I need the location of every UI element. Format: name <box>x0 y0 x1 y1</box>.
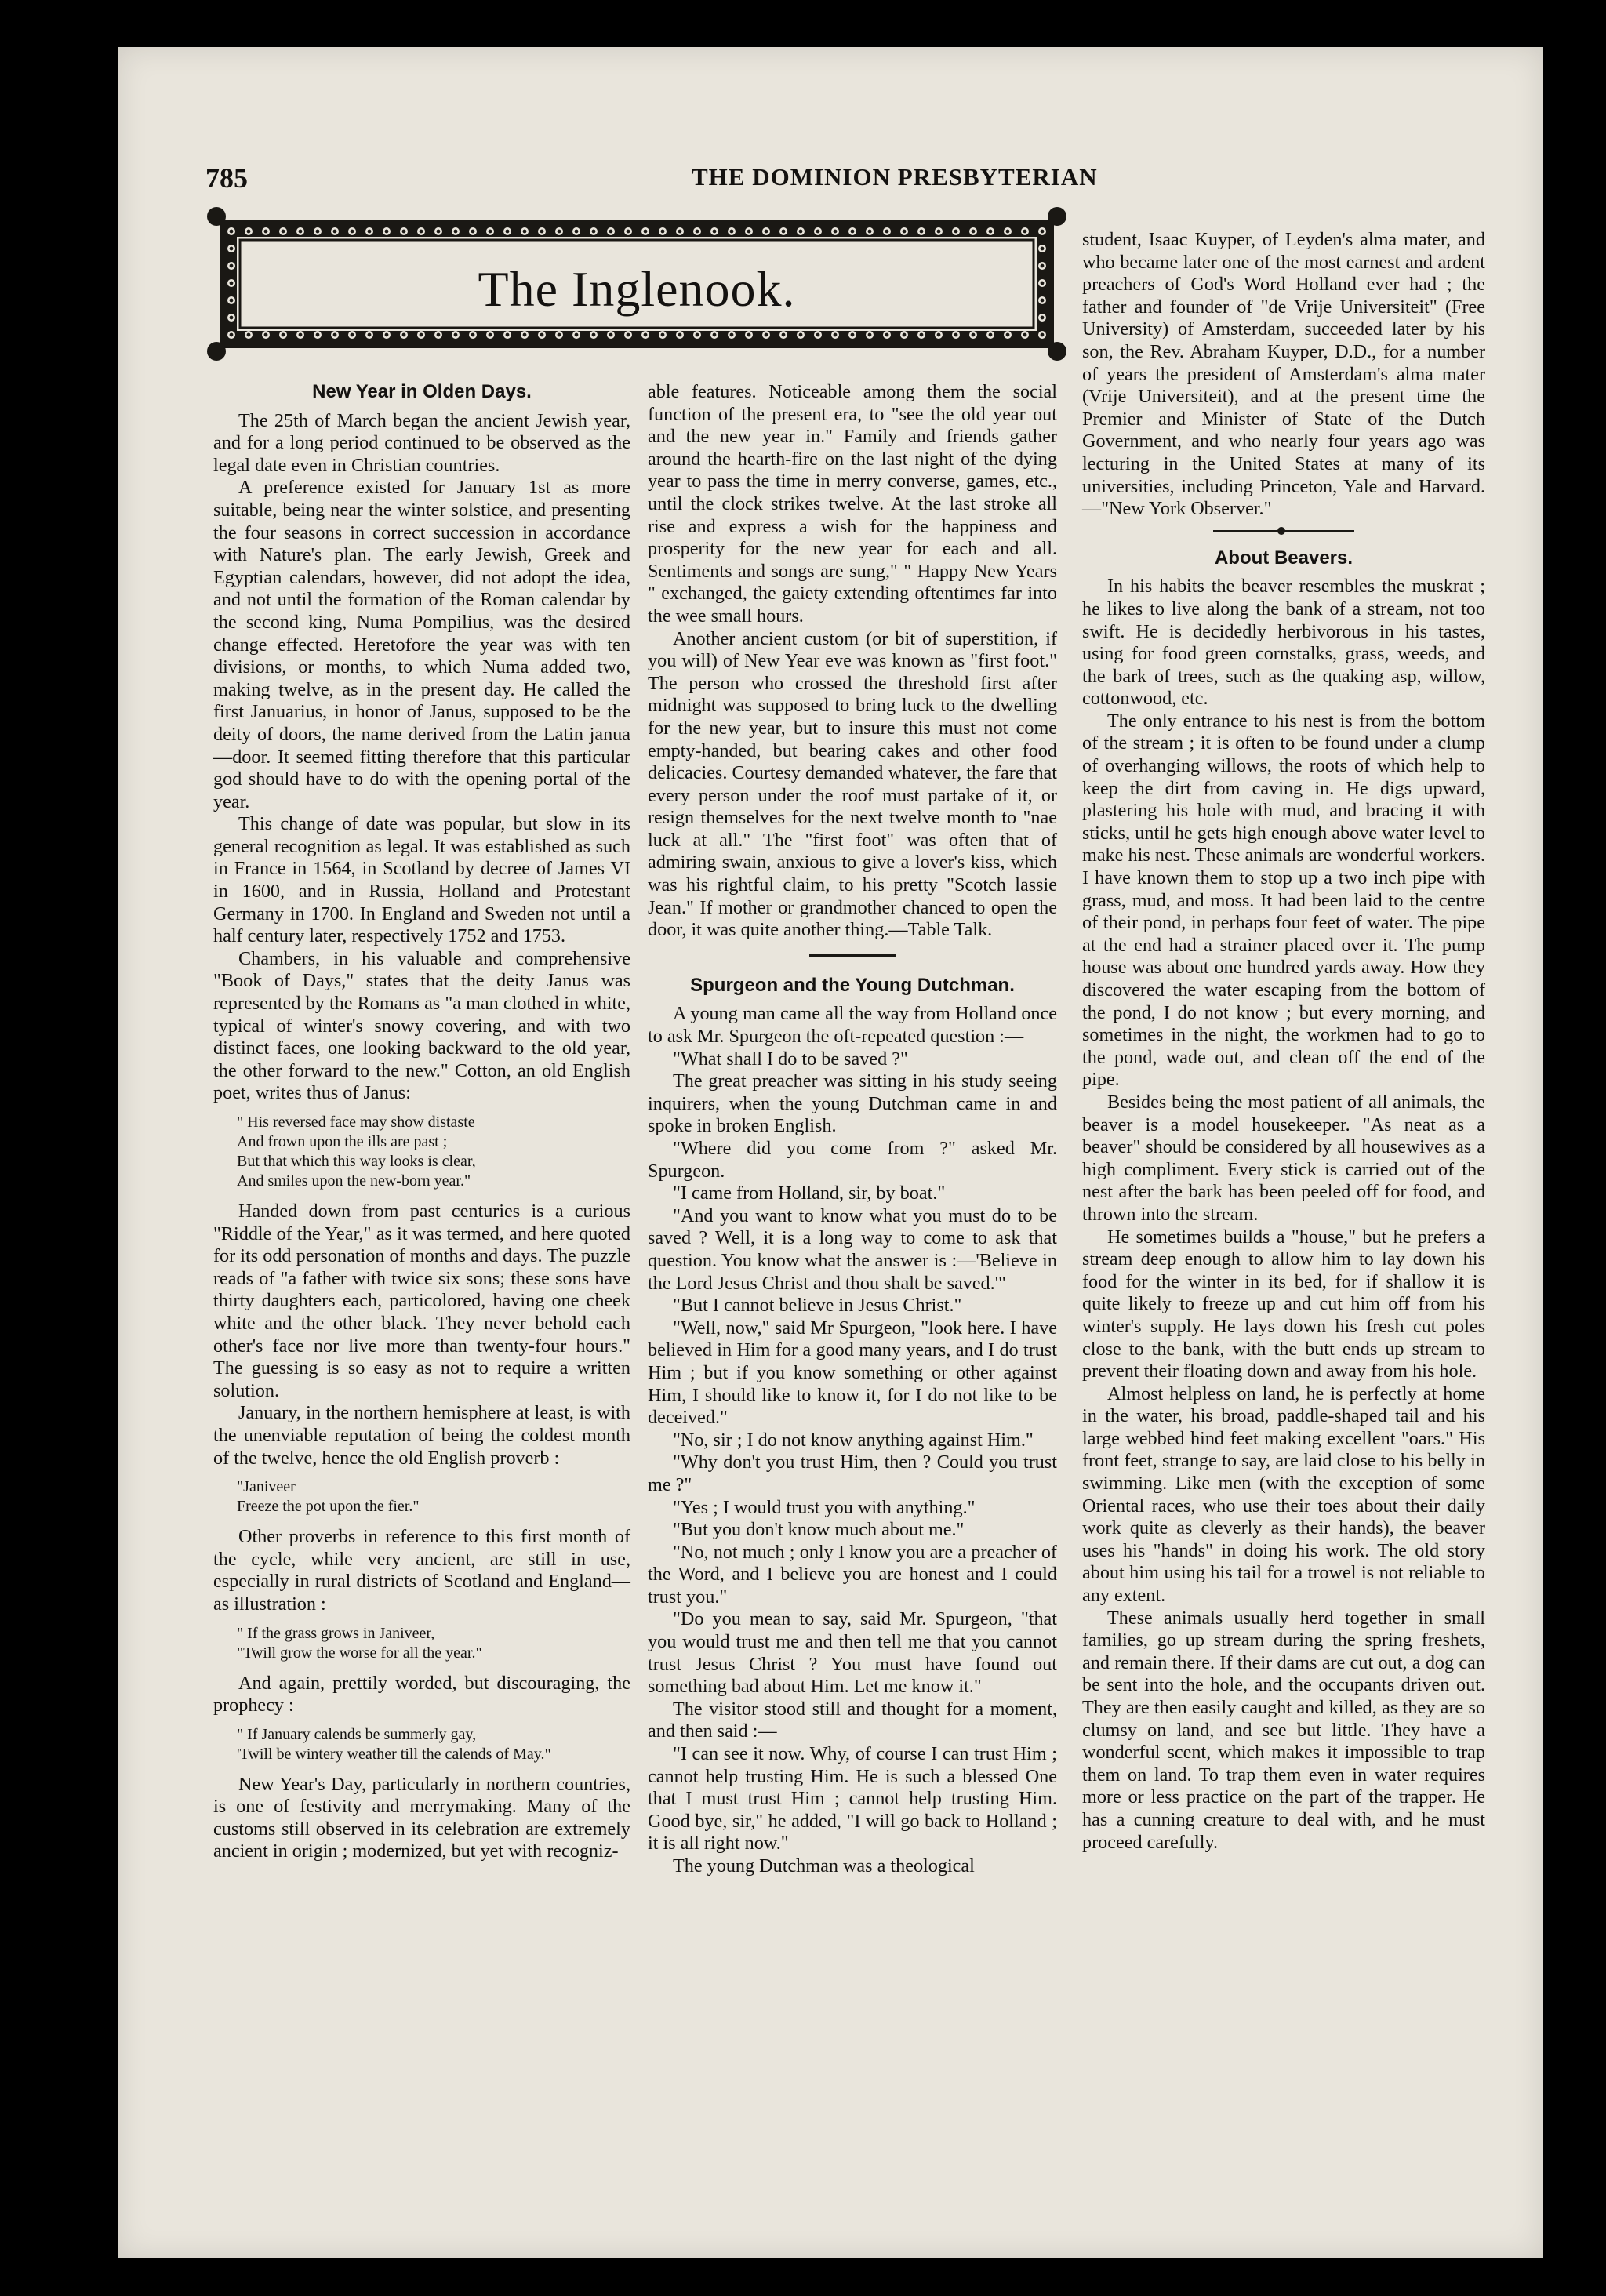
section-banner <box>205 205 1068 362</box>
verse-line: " His reversed face may show distaste <box>237 1113 475 1131</box>
paragraph: "Well, now," said Mr Spurgeon, "look here. I have believed in Him for a good many years, and I do trust Him ; but if you know something or other against Him, I should like to know it, for I do not like to be deceived." <box>648 1317 1057 1429</box>
paragraph: Besides being the most patient of all animals, the beaver is a model housekeeper. "As neat as a beaver" should be considered by all housewives as a high compliment. Every stick is carried out of the nest after the bark has been peeled off for food, and thrown into the stream. <box>1082 1091 1485 1225</box>
paragraph: "Where did you come from ?" asked Mr. Spurgeon. <box>648 1138 1057 1182</box>
verse-line: And frown upon the ills are past ; <box>237 1133 448 1150</box>
article-heading: New Year in Olden Days. <box>312 381 532 402</box>
paragraph: Handed down from past centuries is a curious "Riddle of the Year," as it was termed, and here quoted for its odd personation of months and days. The puzzle reads of "a father with twice six sons; these sons have thirty daughters each, particolored, having one cheek white and the other black. They never behold each other's face nor live more than twenty-four hours." The guessing is so easy as not to require a written solution. <box>213 1201 630 1401</box>
verse-line: Freeze the pot upon the fier." <box>237 1498 420 1516</box>
page-header <box>205 162 1390 201</box>
paragraph: "I came from Holland, sir, by boat." <box>673 1183 946 1204</box>
verse-line: "Twill grow the worse for all the year." <box>237 1644 482 1662</box>
paragraph: student, Isaac Kuyper, of Leyden's alma mater, and who became later one of the most earnest and ardent preachers of God's Word Holland ever had ; the father and founder of "de Vrije Universiteit" (Free University) of Amsterdam, succeeded later by his son, the Rev. Abraham Kuyper, D.D., for a number of years the president of Amsterdam's alma mater (Vrije Universiteit), and at the present time the Premier and Minister of State of the Dutch Government, and who nearly four years ago was lecturing in the United States at many of its universities, including Princeton, Yale and Harvard.—"New York Observer." <box>1082 229 1485 520</box>
paragraph: And again, prettily worded, but discouraging, the prophecy : <box>213 1672 630 1717</box>
paragraph: This change of date was popular, but slow in its general recognition as legal. It was established as such in France in 1564, in Scotland by decree of James VI in 1600, and in Russia, Holland and Protestant Germany in 1700. In England and Sweden not until a half century later, respectively 1752 and 1753. <box>213 813 630 947</box>
proverb-quote <box>237 1725 630 1764</box>
divider <box>1213 530 1354 532</box>
paragraph: "Yes ; I would trust you with anything." <box>673 1496 976 1518</box>
paragraph: "What shall I do to be saved ?" <box>673 1048 908 1070</box>
paragraph: In his habits the beaver resembles the muskrat ; he likes to live along the bank of a stream, not too swift. He is decidedly herbivorous in his tastes, using for food green cornstalks, grass, weeds, and the bark of trees, such as the quaking asp, willow, cottonwood, etc. <box>1082 576 1485 710</box>
paragraph: Other proverbs in reference to this first month of the cycle, while very ancient, are still in use, especially in rural districts of Scotland and England—as illustration : <box>213 1526 630 1615</box>
paragraph: "No, not much ; only I know you are a preacher of the Word, and I believe you are honest and I could trust you." <box>648 1541 1057 1608</box>
paragraph: He sometimes builds a "house," but he prefers a stream deep enough to allow him to lay down his food for the winter in its bed, for if shallow it is quite likely to freeze up and cut him off from his winter's supply. He lays down his fresh cut poles close to the bank, with the butt ends up stream to prevent their floating down and away from his hole. <box>1082 1226 1485 1382</box>
paragraph: Another ancient custom (or bit of superstition, if you will) of New Year eve was known as "first foot." The person who crossed the threshold first after midnight was supposed to bring luck to the dwelling for the new year, but to insure this must not come empty-handed, but bearing cakes and other food delicacies. Courtesy demanded whatever, the fare that every person under the roof must partake of it, or resign themselves for the next twelve month to "nae luck at all." The "first foot" was often that of admiring swain, anxious to give a lover's kiss, which was his rightful claim, to his pretty "Scotch lassie Jean." If mother or grandmother chanced to open the door, it was quite another thing.—Table Talk. <box>648 627 1057 941</box>
paragraph: "Do you mean to say, said Mr. Spurgeon, "that you would trust me and then tell me that you cannot trust Jesus Christ ? You must have found out something bad about Him. Let me know it." <box>648 1608 1057 1698</box>
paragraph: "Why don't you trust Him, then ? Could you trust me ?" <box>648 1451 1057 1495</box>
paragraph: The visitor stood still and thought for a moment, and then said :— <box>648 1698 1057 1742</box>
proverb-quote <box>237 1624 630 1663</box>
page-number: 785 <box>205 162 248 194</box>
running-head: THE DOMINION PRESBYTERIAN <box>692 163 1098 191</box>
paragraph: able features. Noticeable among them the social function of the present era, to "see the old year out and the new year in." Family and friends gather around the hearth-fire on the last night of the dying year to pass the time in merry converse, games, etc., until the clock strikes twelve. At the last stroke all rise and express a wish for the happiness and prosperity for the new year for each and all. Sentiments and songs are sung," " Happy New Years " exchanged, the gaiety extending oftentimes far into the wee small hours. <box>648 381 1057 627</box>
verse-line: But that which this way looks is clear, <box>237 1153 476 1170</box>
verse-line: 'Twill be wintery weather till the calends of May." <box>237 1745 551 1763</box>
paragraph: "But you don't know much about me." <box>673 1519 965 1541</box>
paragraph: The great preacher was sitting in his study seeing inquirers, when the young Dutchman came in and spoke in broken English. <box>648 1070 1057 1137</box>
article-heading: Spurgeon and the Young Dutchman. <box>690 974 1015 996</box>
paragraph: Almost helpless on land, he is perfectly at home in the water, his broad, paddle-shaped tail and his large webbed hind feet making excellent "oars." His front feet, strange to say, are laid close to his belly in swimming. Like men (with the exception of some Oriental races, who use their toes about their daily work quite as cleverly as their hands), the beaver uses his "hands" in doing his work. The old story about him using his tail for a trowel is not reliable to any extent. <box>1082 1382 1485 1607</box>
paragraph: A young man came all the way from Holland once to ask Mr. Spurgeon the oft-repeated question :— <box>648 1003 1057 1048</box>
verse-line: "Janiveer— <box>237 1478 311 1496</box>
paragraph: "I can see it now. Why, of course I can trust Him ; cannot help trusting Him. He is such a blessed One that I must trust Him ; cannot help trusting Him. Good bye, sir," he added, "I will go back to Holland ; it is all right now." <box>648 1743 1057 1855</box>
verse-line: " If January calends be summerly gay, <box>237 1725 477 1743</box>
paragraph: "And you want to know what you must do to be saved ? Well, it is a long way to come to ask that question. You know what the answer is :—'Believe in the Lord Jesus Christ and thou shalt be saved.'" <box>648 1204 1057 1294</box>
column-3 <box>1082 229 1485 1854</box>
paragraph: New Year's Day, particularly in northern countries, is one of festivity and merrymaking. Many of the customs still observed in its celebration are extremely ancient in origin ; modernized, but yet with recogniz- <box>213 1773 630 1862</box>
column-2 <box>648 381 1057 1878</box>
column-1 <box>213 381 630 1863</box>
paragraph: Chambers, in his valuable and comprehensive "Book of Days," states that the deity Janus was represented by the Romans as "a man clothed in white, typical of winter's snowy covering, and with two distinct faces, one looking backward to the old year, the other forward to the new." Cotton, an old English poet, writes thus of Janus: <box>213 947 630 1104</box>
verse-line: " If the grass grows in Janiveer, <box>237 1624 435 1642</box>
paragraph: "No, sir ; I do not know anything against Him." <box>673 1429 1034 1451</box>
proverb-quote <box>237 1477 630 1517</box>
paragraph: January, in the northern hemisphere at least, is with the unenviable reputation of being the coldest month of the twelve, hence the old English proverb : <box>213 1402 630 1469</box>
divider <box>809 954 896 957</box>
banner-title: The Inglenook. <box>478 261 796 317</box>
paragraph: The 25th of March began the ancient Jewish year, and for a long period continued to be observed as the legal date even in Christian countries. <box>213 409 630 476</box>
verse-line: And smiles upon the new-born year." <box>237 1172 471 1190</box>
paragraph: These animals usually herd together in small families, go up stream during the spring freshets, and remain there. If their dams are cut out, a dog can be sent into the hole, and the occupants driven out. They are then easily caught and killed, as they are so clumsy on land, and see but little. They have a wonderful scent, which makes it impossible to trap them on land. To trap them even in water requires more or less practice on the part of the trapper. He has a cunning creature to deal with, and he must proceed carefully. <box>1082 1607 1485 1853</box>
paragraph: The young Dutchman was a theological <box>673 1855 975 1876</box>
paragraph: "But I cannot believe in Jesus Christ." <box>673 1295 962 1317</box>
article-heading: About Beavers. <box>1214 547 1353 569</box>
poem-quote <box>237 1113 630 1191</box>
paragraph: The only entrance to his nest is from the bottom of the stream ; it is often to be found under a clump of overhanging willows, the roots of which help to keep the dirt from caving in. He digs upward, plastering his hole with mud, and bracing it with sticks, until he gets high enough above water level to make his nest. These animals are wonderful workers. I have known them to stop up a two inch pipe with grass, mud, and moss. It had been laid to the centre of their pond, in perhaps four feet of water. The pipe at the end had a strainer placed over it. The pump house was about one hundred yards away. How they discovered the water escaping from the bottom of the pond, I do not know ; but every morning, and sometimes in the night, the workmen had to go to the pond, wade out, and clean off the end of the pipe. <box>1082 710 1485 1091</box>
paragraph: A preference existed for January 1st as more suitable, being near the winter solstice, and presenting the four seasons in correct succession in accordance with Nature's plan. The early Jewish, Greek and Egyptian calendars, however, did not adopt the idea, and not until the formation of the Roman calendar by the second king, Numa Pompilius, was the desired change effected. Heretofore the year was with ten divisions, or months, to which Numa added two, making twelve, as in the present day. He called the first Januarius, in honor of Janus, supposed to be the deity of doors, the name derived from the Latin janua—door. It seemed fitting therefore that this particular god should have to do with the opening portal of the year. <box>213 477 630 812</box>
